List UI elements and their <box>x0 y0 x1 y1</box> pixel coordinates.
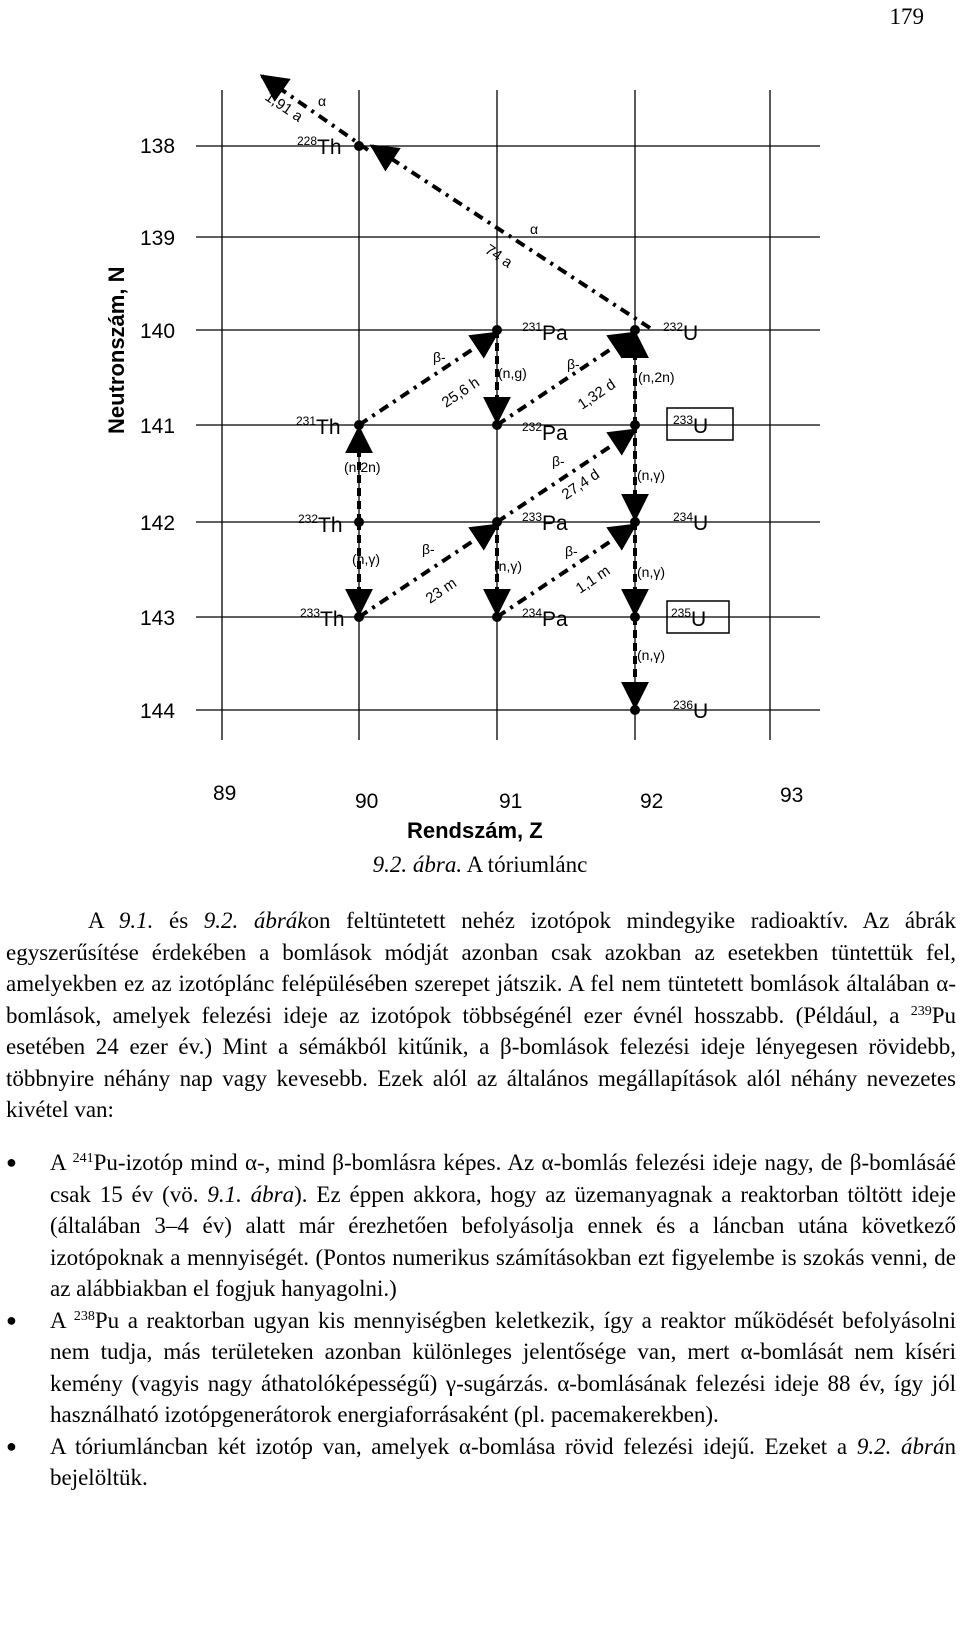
caption-text: A tóriumlánc <box>466 852 588 877</box>
dot-th232 <box>354 517 364 527</box>
label-n2n-u232: (n,2n) <box>638 369 675 385</box>
nuclide-th232: $^{232}$Th <box>298 512 343 537</box>
label-ngamma-pa233: (n,γ) <box>494 558 522 574</box>
dot-pa234 <box>492 612 502 622</box>
dot-pa232 <box>492 420 502 430</box>
ref-fig-9-1: 9.1. <box>118 908 154 933</box>
dot-th231 <box>354 420 364 430</box>
nuclide-pa234: $^{234}$Pa <box>522 606 568 631</box>
paragraph-1: A 9.1. és 9.2. ábrákon feltüntetett nehéz izotópok mindegyike radioaktív. Az ábrák egyszerűsítése érdekében a bomlások módját azonban csak azokban az esetekben tüntettük fel, amelyekben ez az izotóplánc felépülésében szerepet játszik. A fel nem tüntetett bomlások általában α-bomlások, amelyek felezési ideje az izotópok többségénél ezer évnél hosszabb. (Például, a $^{239}$Pu esetében 24 ezer év.) Mint a sémákból kitűnik, a β-bomlások felezési ideje lényegesen rövidebb, többnyire néhány nap vagy kevesebb. Ezek alól az általános megállapítások alól néhány nevezetes kivétel van: <box>6 908 956 1122</box>
label-ngamma-u234: (n,γ) <box>637 564 665 580</box>
label-alpha1-half: 1,91 a <box>261 88 306 126</box>
nuclide-u235: $^{235}$U <box>671 606 707 631</box>
nuclide-pa233: $^{233}$Pa <box>522 510 568 535</box>
dot-u236 <box>630 705 640 715</box>
dot-u233 <box>630 420 640 430</box>
x-axis-label: Rendszám, Z <box>407 818 543 843</box>
label-ngamma-th232: (n,γ) <box>352 551 380 567</box>
y-tick-141: 141 <box>140 415 176 438</box>
bullet-item-thorium-chain: ● A tóriumláncban két izotóp van, amelyek α-bomlása rövid felezési idejű. Ezeket a 9.2. ábrán bejelöltük. <box>6 1431 956 1494</box>
bullet-dot: ● <box>6 1152 17 1172</box>
nuclide-th231: $^{231}$Th <box>296 414 341 439</box>
label-half-th231: 25,6 h <box>438 373 483 412</box>
caption-number: 9.2. ábra. <box>372 852 463 877</box>
bullet-dot: ● <box>6 1309 17 1330</box>
y-tick-143: 143 <box>140 607 176 630</box>
dot-u234 <box>630 517 640 527</box>
label-alpha2-half: 74 a <box>481 241 516 272</box>
bullet-list <box>6 1147 956 1494</box>
x-tick-91: 91 <box>499 790 523 813</box>
dot-th228 <box>354 141 364 151</box>
y-tick-139: 139 <box>140 227 176 250</box>
nuclide-th233: $^{233}$Th <box>300 606 345 631</box>
dot-u235 <box>630 612 640 622</box>
y-tick-138: 138 <box>140 135 176 158</box>
y-tick-144: 144 <box>140 700 176 723</box>
dot-pa231 <box>492 325 502 335</box>
x-tick-90: 90 <box>355 790 379 813</box>
nuclide-u233: $^{233}$U <box>673 413 709 438</box>
ref-fig-9-2: 9.2. ábrák <box>203 908 308 933</box>
label-half-pa233: 27,4 d <box>558 465 603 504</box>
nuclide-u234: $^{234}$U <box>673 510 709 535</box>
label-beta-pa233: β- <box>552 453 565 469</box>
label-beta-pa234: β- <box>565 543 578 559</box>
label-half-th233: 23 m <box>422 574 460 608</box>
ref-fig-9-2-bullet: 9.2. ábrá <box>856 1433 945 1459</box>
label-n2n-th231: (n,2n) <box>344 459 381 475</box>
dot-th233 <box>354 612 364 622</box>
label-alpha2: α <box>530 221 539 237</box>
dot-u232 <box>630 325 640 335</box>
page-number: 179 <box>889 4 924 29</box>
ref-fig-9-1-bullet: 9.1. ábra <box>207 1181 295 1207</box>
label-ngamma-u233: (n,γ) <box>637 467 665 483</box>
bullet-dot: ● <box>6 1435 17 1456</box>
x-tick-92: 92 <box>640 790 664 813</box>
beta-arrow-th233 <box>359 525 497 617</box>
bullet-item-pu241: ● A $^{241}$Pu-izotóp mind α-, mind β-bomlásra képes. Az α-bomlás felezési ideje nagy, de β-bomlásáé csak 15 év (vö. 9.1. ábra). Ez éppen akkora, hogy az üzemanyagnak a reaktorban töltött ideje (általában 3–4 év) alatt már érezhetően befolyásolja ennek és a láncban utána következő izotópoknak a mennyiségét. (Pontos numerikus számításokban ezt figyelembe is szokás venni, de az alábbiakban el fogjuk hanyagolni.) <box>6 1147 956 1305</box>
y-tick-142: 142 <box>140 512 176 535</box>
grid <box>196 90 820 740</box>
label-alpha1: α <box>318 93 327 109</box>
y-axis-label: Neutronszám, N <box>104 266 129 434</box>
label-beta-pa232: β- <box>567 356 580 372</box>
nuclide-pa231: $^{231}$Pa <box>522 320 568 345</box>
label-ng-pa231: (n,g) <box>498 365 527 381</box>
nuclide-pa232: $^{232}$Pa <box>522 420 568 445</box>
label-half-pa232: 1,32 d <box>574 375 619 414</box>
bullet-item-pu238: ● A $^{238}$Pu a reaktorban ugyan kis mennyiségben keletkezik, így a reaktor működését befolyásolni nem tudja, más területeken azonban különleges jelentősége van, mert α-bomlását nem kíséri kemény (vagyis nagy áthatolóképességű) γ-sugárzás. α-bomlásának felezési ideje 88 év, így jól használható izotópgenerátorok energiaforrásaként (pl. pacemakerekben). <box>6 1305 956 1431</box>
label-beta-th233: β- <box>422 541 435 557</box>
label-beta-th231: β- <box>433 349 446 365</box>
x-tick-93: 93 <box>780 784 804 807</box>
x-tick-89: 89 <box>213 782 237 805</box>
label-half-pa234: 1,1 m <box>572 562 614 598</box>
nuclide-th228: $^{228}$Th <box>297 134 342 159</box>
y-tick-140: 140 <box>140 320 176 343</box>
dot-pa233 <box>492 517 502 527</box>
figure-caption <box>0 852 960 878</box>
nuclide-u236: $^{236}$U <box>673 698 709 723</box>
nuclide-u232: $^{232}$U <box>663 320 699 345</box>
label-ngamma-u235: (n,γ) <box>637 647 665 663</box>
